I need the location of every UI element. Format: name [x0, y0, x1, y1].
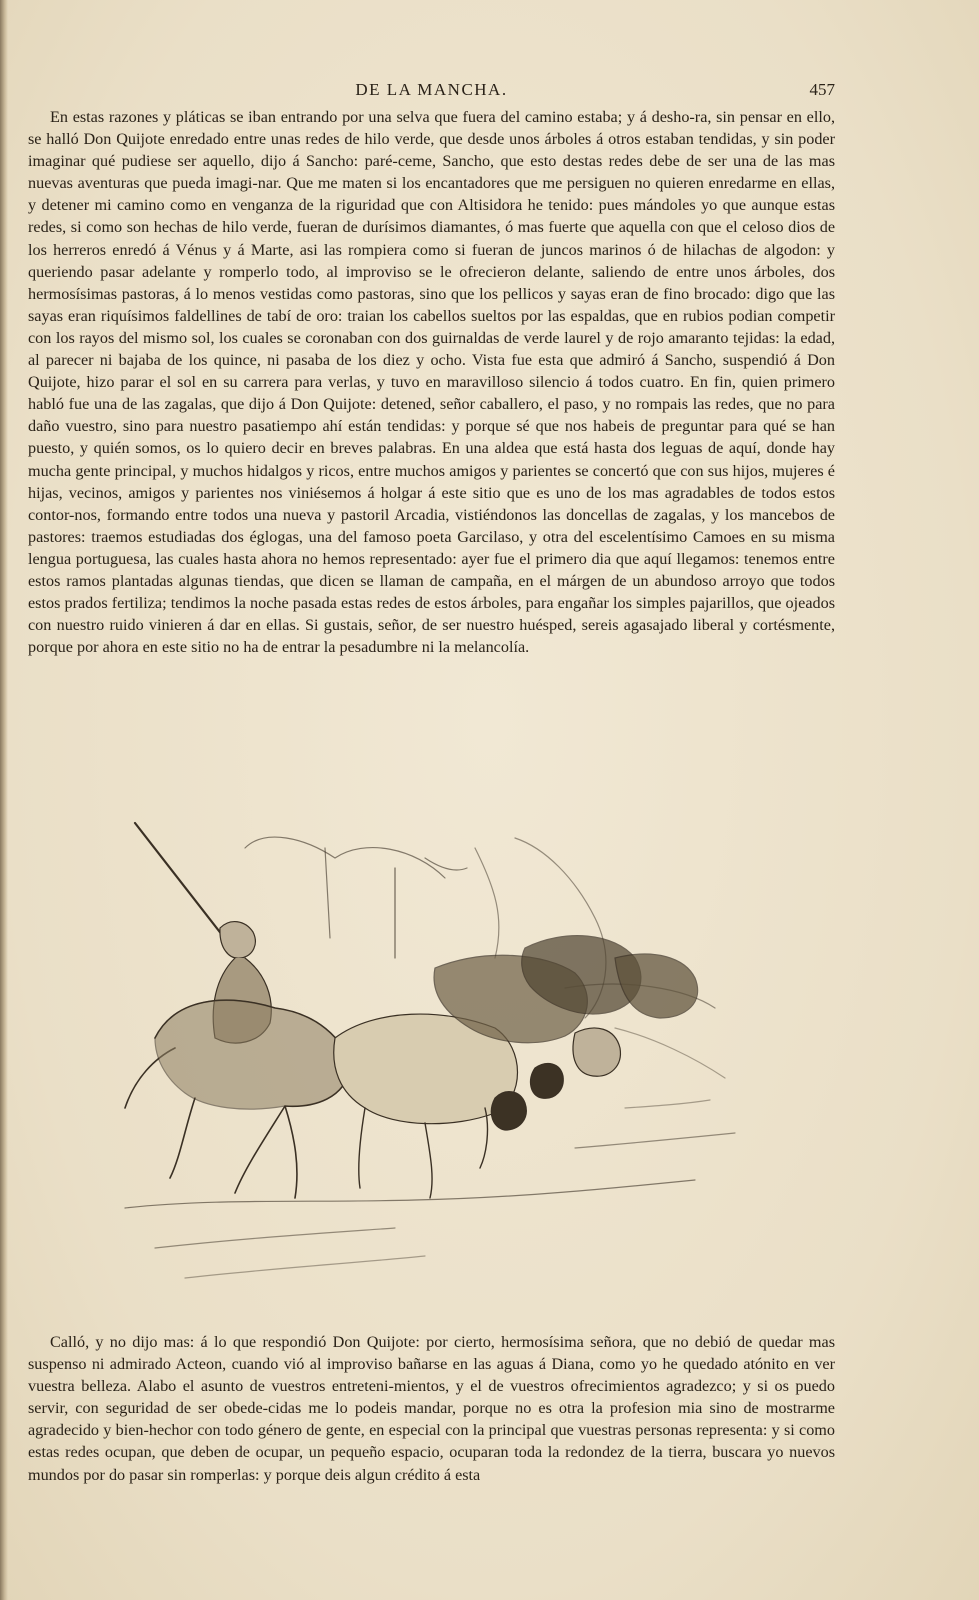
- engraving-illustration: [95, 808, 750, 1308]
- page-binding-edge: [0, 0, 8, 1600]
- running-title: DE LA MANCHA.: [355, 80, 508, 99]
- paragraph-top: En estas razones y pláticas se iban entrando por una selva que fuera del camino estaba; y á desho-ra, sin pensar en ello, se halló Don Quijote enredado entre unas redes de hilo verde, que desde unos árboles á otros estaban tendidas, y sin poder imaginar qué pudiese ser aquello, dijo á Sancho: paré-ceme, Sancho, que esto destas redes debe de ser una de las mas nuevas aventuras que pueda imagi-nar. Que me maten si los encantadores que me persiguen no quieren enredarme en ellas, y detener mi camino como en venganza de la riguridad que con Altisidora he tenido: pues mándoles yo que aunque estas redes, si como son hechas de hilo verde, fueran de durísimos diamantes, ó mas fuerte que aquella con que el celoso dios de los herreros enredó á Vénus y á Marte, asi las rompiera como si fueran de juncos marinos ó de hilachas de algodon: y queriendo pasar adelante y romperlo todo, al improviso se le ofrecieron delante, saliendo de entre unos árboles, dos hermosísimas pastoras, á lo menos vestidas como pastoras, sino que los pellicos y sayas eran de fino brocado: digo que las sayas eran riquísimos faldellines de tabí de oro: traian los cabellos sueltos por las espaldas, que en rubios podian competir con los rayos del mismo sol, los cuales se coronaban con dos guirnaldas de verde laurel y de rojo amaranto tejidas: la edad, al parecer ni bajaba de los quince, ni pasaba de los diez y ocho. Vista fue esta que admiró á Sancho, suspendió á Don Quijote, hizo parar el sol en su carrera para verlas, y tuvo en maravilloso silencio á todos cuatro. En fin, quien primero habló fue una de las zagalas, que dijo á Don Quijote: detened, señor caballero, el paso, y no rompais las redes, que no para daño vuestro, sino para nuestro pasatiempo ahí están tendidas: y porque sé que nos habeis de preguntar para qué se han puesto, y quién somos, os lo quiero decir en breves palabras. En una aldea que está hasta dos leguas de aquí, donde hay mucha gente principal, y muchos hidalgos y ricos, entre muchos amigos y parientes se concertó que con sus hijos, mujeres é hijas, vecinos, amigos y parientes nos viniésemos á holgar á este sitio que es uno de los mas agradables de todos estos contor-nos, formando entre todos una nueva y pastoril Arcadia, vistiéndonos las doncellas de zagalas, y los mancebos de pastores: traemos estudiadas dos églogas, una del famoso poeta Garcilaso, y otra del escelentísimo Camoes en su misma lengua portuguesa, las cuales hasta ahora no hemos representado: ayer fue el primero dia que aquí llegamos: tenemos entre estos ramos plantadas algunas tiendas, que dicen se llaman de campaña, en el márgen de un abundoso arroyo que todos estos prados fertiliza; tendimos la noche pasada estas redes de estos árboles, para engañar los simples pajarillos, que ojeados con nuestro ruido vinieren á dar en ellas. Si gustais, señor, de ser nuestro huésped, sereis agasajado liberal y cortésmente, porque por ahora en este sitio no ha de entrar la pesadumbre ni la melancolía.: [28, 108, 835, 657]
- paragraph-bottom: Calló, y no dijo mas: á lo que respondió Don Quijote: por cierto, hermosísima señora, que no debió de quedar mas suspenso ni admirado Acteon, cuando vió al improviso bañarse en las aguas á Diana, como yo he quedado atónito en ver vuestra belleza. Alabo el asunto de vuestros entreteni-mientos, y el de vuestros ofrecimientos agradezco; y si os puedo servir, con seguridad de ser obede-cidas me lo podeis mandar, porque no es otra la profesion mia sino de mostrarme agradecido y bien-hechor con todo género de gente, en especial con la principal que vuestras personas representa: y si como estas redes ocupan, que deben de ocupar, un pequeño espacio, ocuparan toda la redondez de la tierra, buscara yo nuevos mundos por do pasar sin romperlas: y porque deis algun crédito á esta: [28, 1333, 835, 1484]
- running-head: [28, 80, 835, 102]
- engraving-drawing: [95, 808, 750, 1308]
- page-number: 457: [809, 80, 835, 99]
